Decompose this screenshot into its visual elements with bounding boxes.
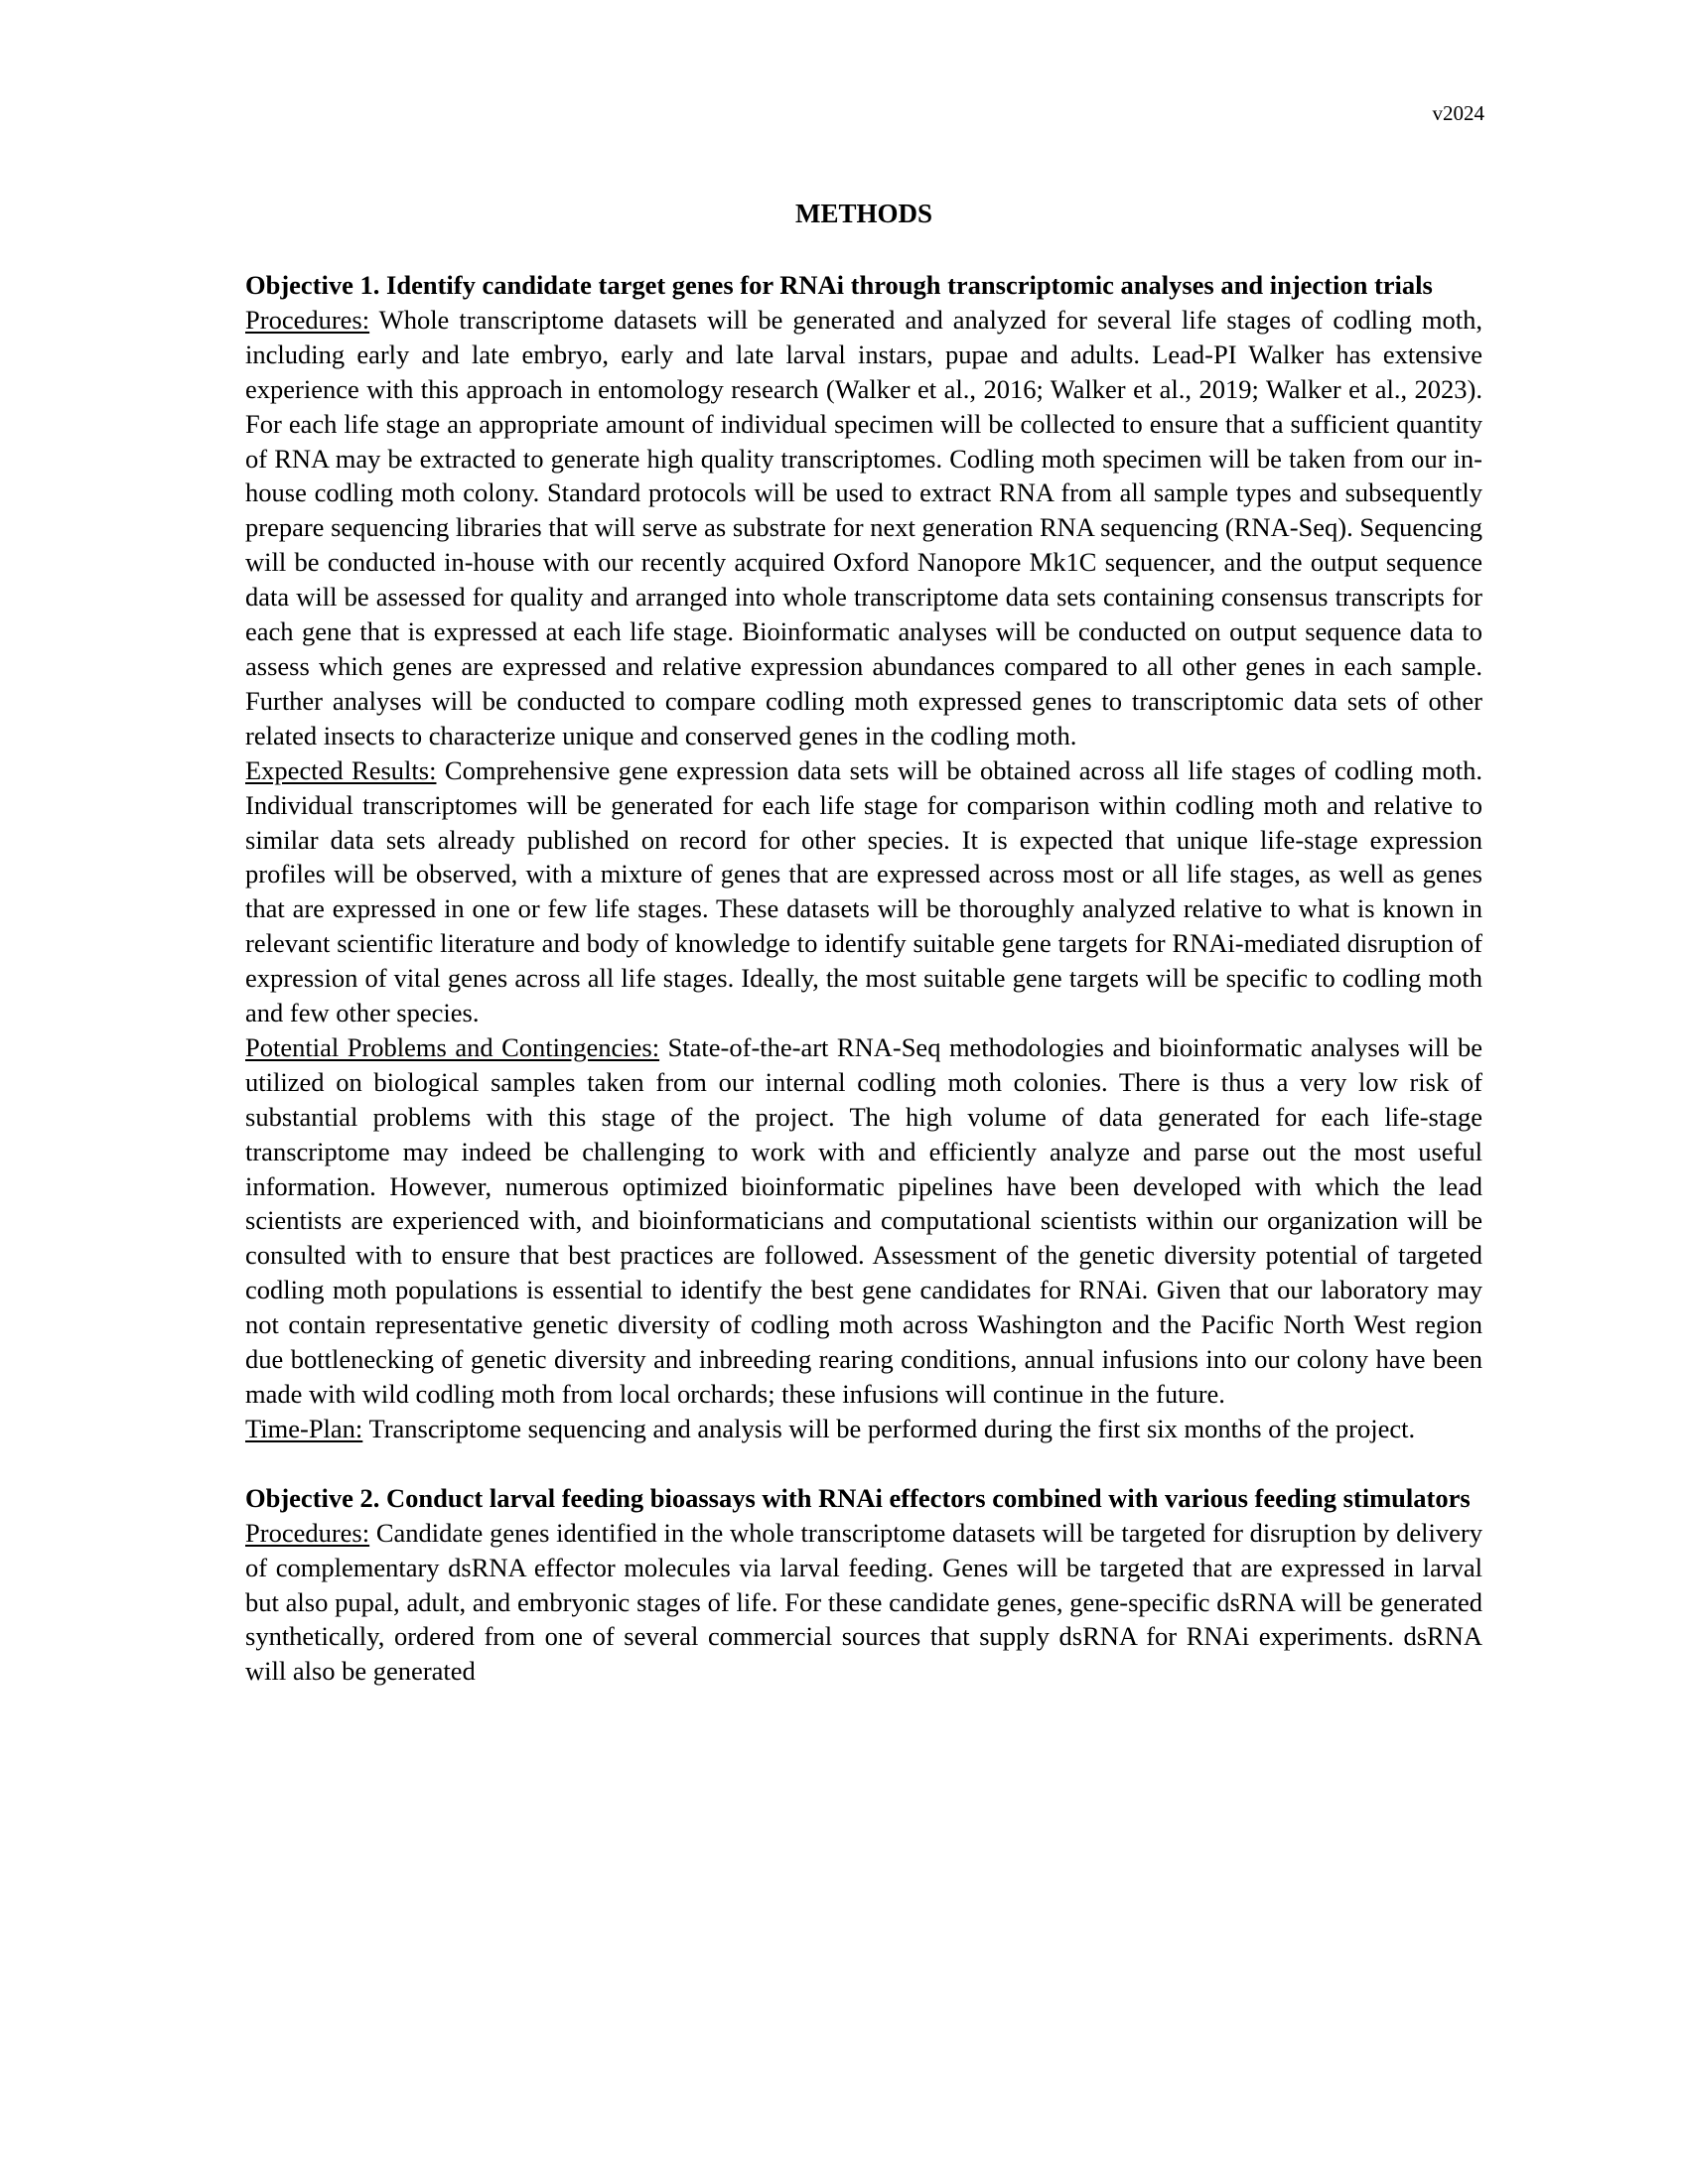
paragraph-text: Whole transcriptome datasets will be generated and analyzed for several life stages of codling moth, including early and late embryo, early and late larval instars, pupae and adults. Lead-PI Walker has extensive experience with this approach in entomology research (Walker et al., 2016; Walker et al., 2019; Walker et al., 2023). For each life stage an appropriate amount of individual specimen will be collected to ensure that a sufficient quantity of RNA may be extracted to generate high quality transcriptomes. Codling moth specimen will be taken from our in-house codling moth colony. Standard protocols will be used to extract RNA from all sample types and subsequently prepare sequencing libraries that will serve as substrate for next generation RNA sequencing (RNA-Seq). Sequencing will be conducted in-house with our recently acquired Oxford Nanopore Mk1C sequencer, and the output sequence data will be assessed for quality and arranged into whole transcriptome data sets containing consensus transcripts for each gene that is expressed at each life stage. Bioinformatic analyses will be conducted on output sequence data to assess which genes are expressed and relative expression abundances compared to all other genes in each sample. Further analyses will be conducted to compare codling moth expressed genes to transcriptomic data sets of other related insects to characterize unique and conserved genes in the codling moth. xyxy=(245,304,1482,751)
paragraph-label: Procedures: xyxy=(245,1517,370,1548)
procedures-paragraph xyxy=(245,303,1482,753)
procedures-paragraph xyxy=(245,1516,1482,1690)
objective-heading: Objective 1. Identify candidate target genes for RNAi through transcriptomic analyses and injection trials xyxy=(245,270,1433,300)
objective-1 xyxy=(245,268,1482,1446)
objective-heading: Objective 2. Conduct larval feeding bioassays with RNAi effectors combined with various feeding stimulators xyxy=(245,1482,1471,1513)
document-body xyxy=(245,268,1482,1689)
section-spacer xyxy=(245,1446,1482,1481)
paragraph-text: Candidate genes identified in the whole transcriptome datasets will be targeted for disruption by delivery of complementary dsRNA effector molecules via larval feeding. Genes will be targeted that are expressed in larval but also pupal, adult, and embryonic stages of life. For these candidate genes, gene-specific dsRNA will be generated synthetically, ordered from one of several commercial sources that supply dsRNA for RNAi experiments. dsRNA will also be generated xyxy=(245,1517,1482,1687)
paragraph-text: Transcriptome sequencing and analysis will be performed during the first six months of the project. xyxy=(362,1413,1416,1443)
paragraph-label: Time-Plan: xyxy=(245,1413,363,1443)
paragraph-label: Expected Results: xyxy=(245,754,437,785)
expected-results-paragraph xyxy=(245,753,1482,1030)
paragraph-text: State-of-the-art RNA-Seq methodologies and bioinformatic analyses will be utilized on biological samples taken from our internal codling moth colonies. There is thus a very low risk of substantial problems with this stage of the project. The high volume of data generated for each life-stage transcriptome may indeed be challenging to work with and efficiently analyze and parse out the most useful information. However, numerous optimized bioinformatic pipelines have been developed with which the lead scientists are experienced with, and bioinformaticians and computational scientists within our organization will be consulted with to ensure that best practices are followed. Assessment of the genetic diversity potential of targeted codling moth populations is essential to identify the best gene candidates for RNAi. Given that our laboratory may not contain representative genetic diversity of codling moth across Washington and the Pacific North West region due bottlenecking of genetic diversity and inbreeding rearing conditions, annual infusions into our colony have been made with wild codling moth from local orchards; these infusions will continue in the future. xyxy=(245,1031,1482,1409)
version-label: v2024 xyxy=(1432,101,1484,125)
paragraph-label: Procedures: xyxy=(245,304,370,335)
paragraph-label: Potential Problems and Contingencies: xyxy=(245,1031,660,1062)
paragraph-text: Comprehensive gene expression data sets will be obtained across all life stages of codling moth. Individual transcriptomes will be generated for each life stage for comparison within codling moth and relative to similar data sets already published on record for other species. It is expected that unique life-stage expression profiles will be observed, with a mixture of genes that are expressed across most or all life stages, as well as genes that are expressed in one or few life stages. These datasets will be thoroughly analyzed relative to what is known in relevant scientific literature and body of knowledge to identify suitable gene targets for RNAi-mediated disruption of expression of vital genes across all life stages. Ideally, the most suitable gene targets will be specific to codling moth and few other species. xyxy=(245,754,1482,1028)
page-title: METHODS xyxy=(794,199,933,228)
time-plan-paragraph xyxy=(245,1412,1482,1446)
objective-2 xyxy=(245,1481,1482,1689)
problems-contingencies-paragraph xyxy=(245,1030,1482,1412)
